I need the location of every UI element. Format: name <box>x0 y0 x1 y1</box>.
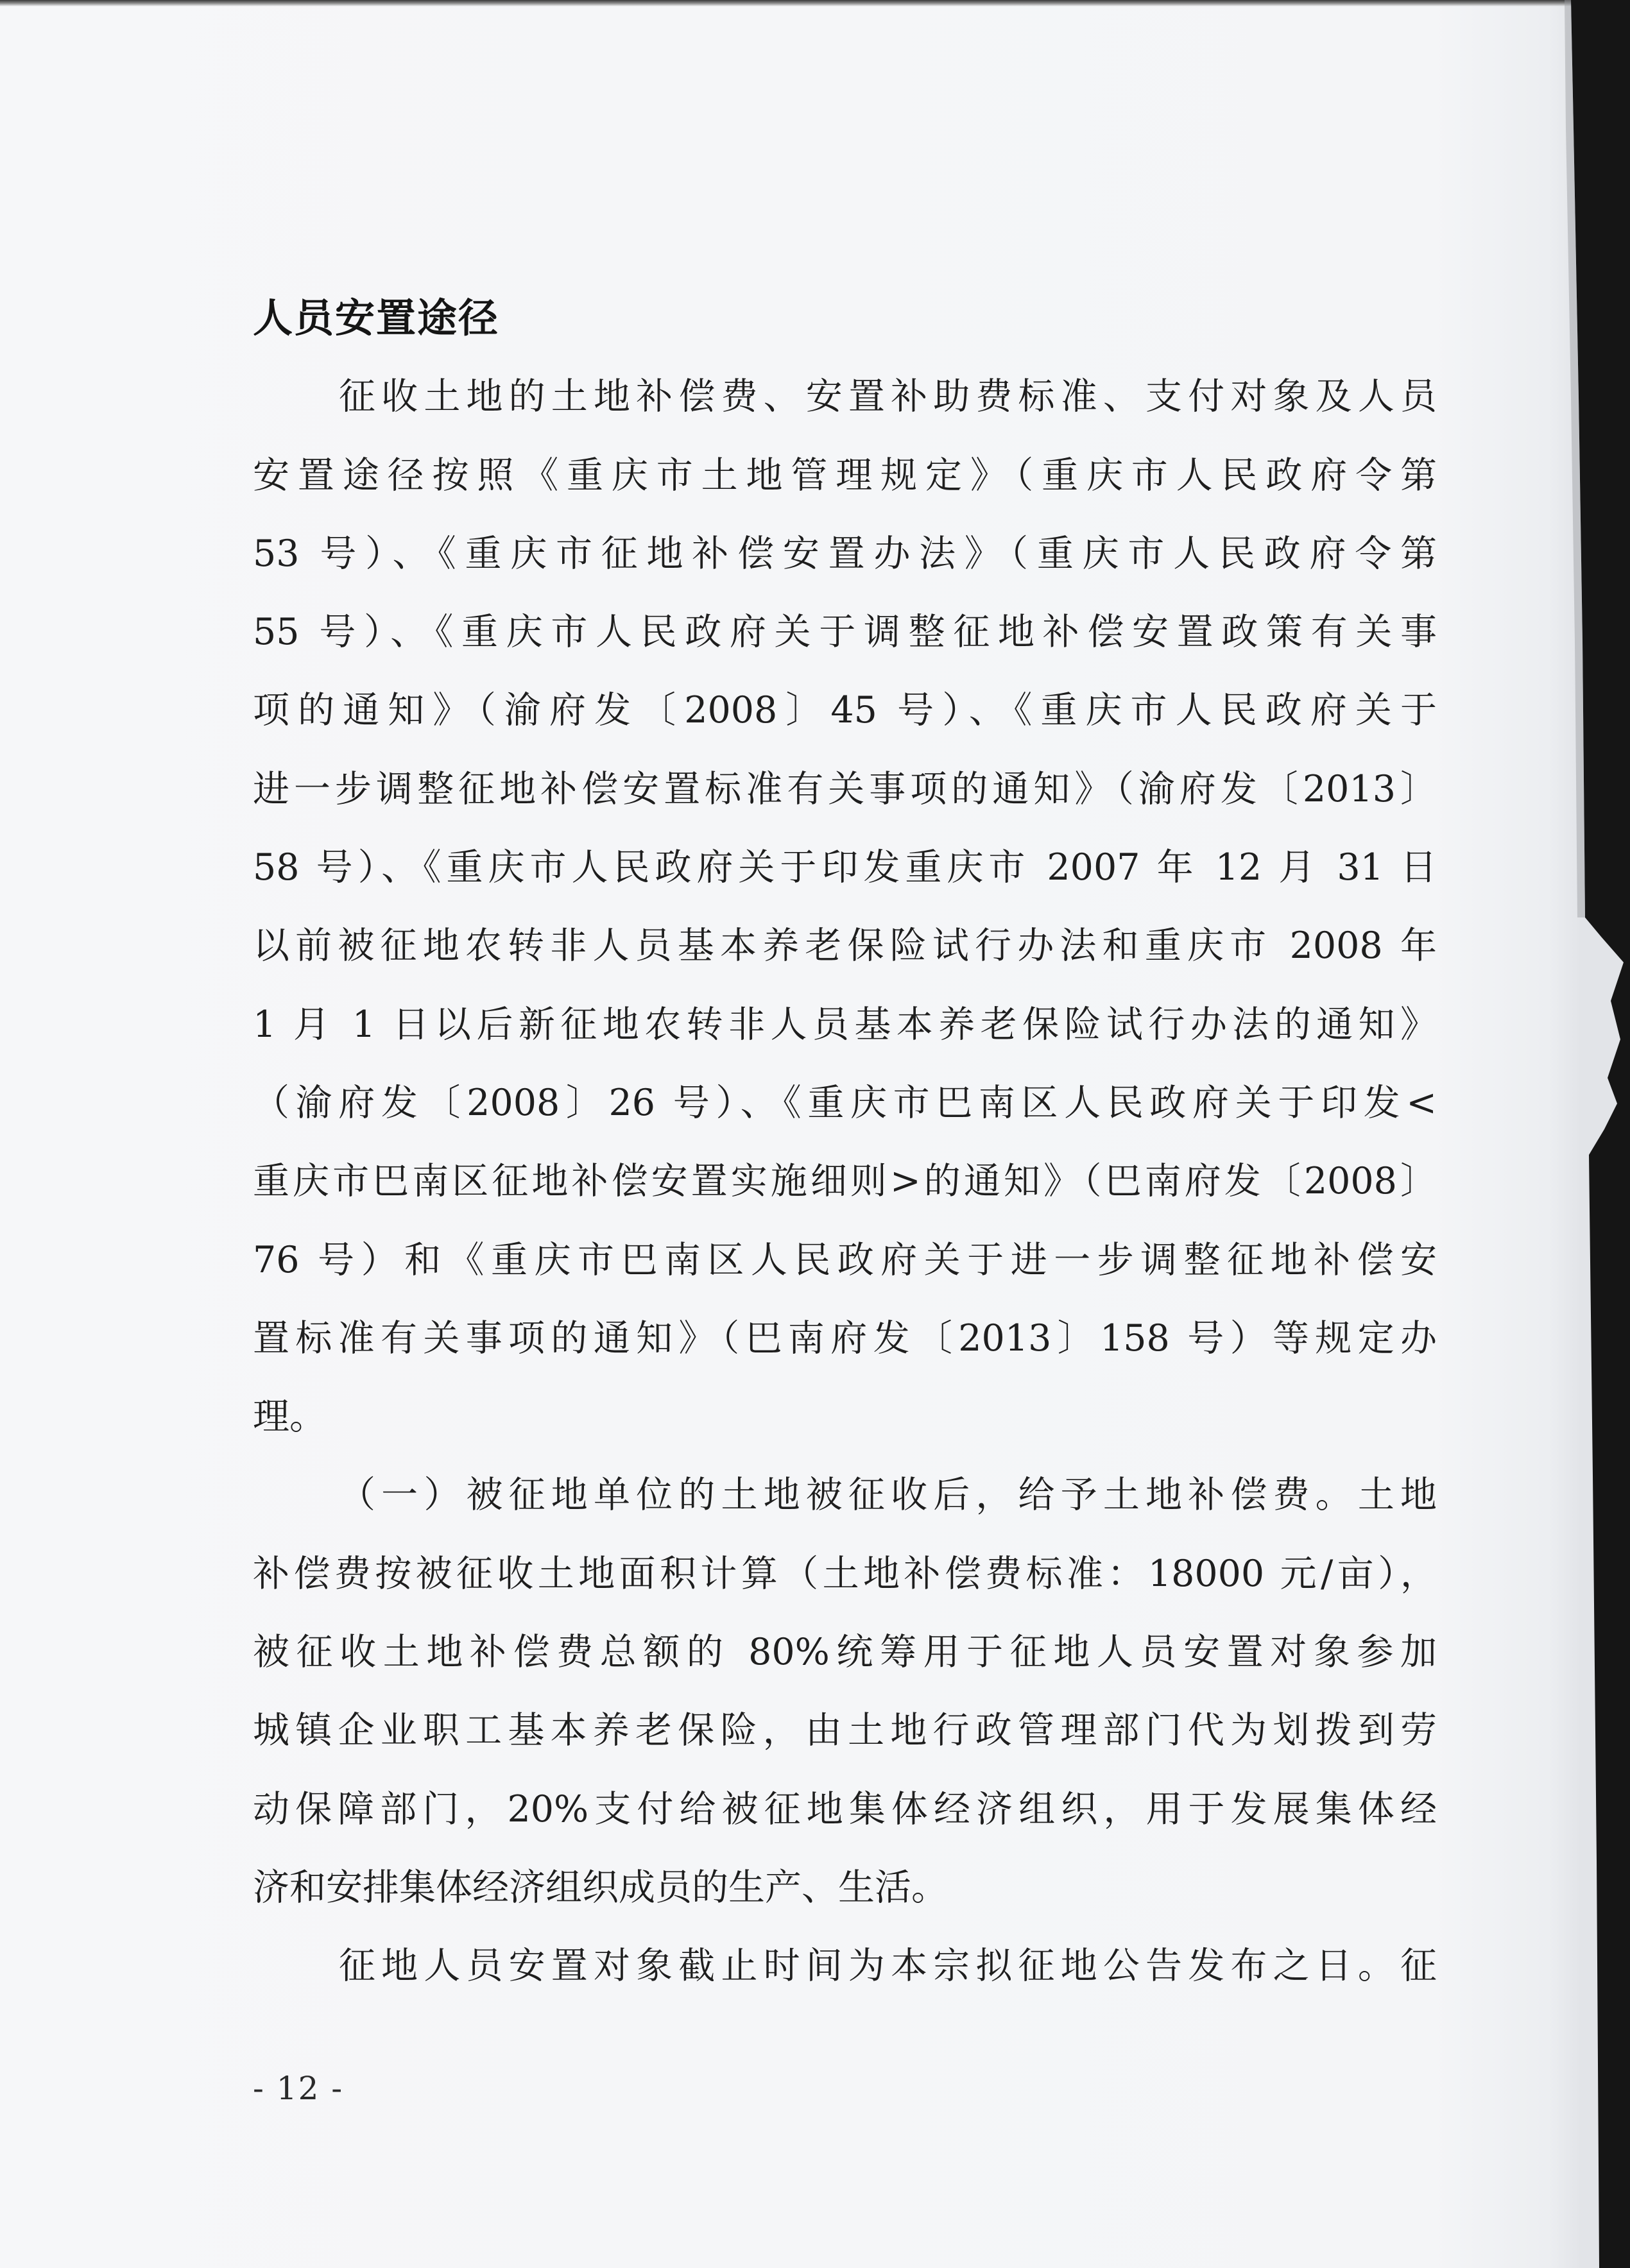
text-line: 理。 <box>253 1395 326 1438</box>
text-line: （渝府发〔2008〕26 号）、《重庆市巴南区人民政府关于印发< <box>253 1081 1437 1124</box>
text-line: 重庆市巴南区征地补偿安置实施细则>的通知》（巴南府发〔2008〕 <box>253 1160 1437 1203</box>
text-line: 补偿费按被征收土地面积计算（土地补偿费标准：18000 元/亩）， <box>253 1552 1437 1595</box>
text-line: 76 号）和《重庆市巴南区人民政府关于进一步调整征地补偿安 <box>253 1238 1437 1281</box>
text-line: 征地人员安置对象截止时间为本宗拟征地公告发布之日。征 <box>339 1945 1437 1988</box>
text-line: 城镇企业职工基本养老保险，由土地行政管理部门代为划拨到劳 <box>253 1709 1437 1752</box>
scan-border-shadow <box>1571 0 1630 2268</box>
text-line: 安置途径按照《重庆市土地管理规定》（重庆市人民政府令第 <box>253 454 1437 497</box>
text-line: 以前被征地农转非人员基本养老保险试行办法和重庆市 2008 年 <box>253 925 1437 968</box>
paper-edge-shade <box>1565 0 1585 917</box>
text-line: 1 月 1 日以后新征地农转非人员基本养老保险试行办法的通知》 <box>253 1003 1437 1046</box>
scan-top-edge <box>0 0 1630 6</box>
text-line: （一）被征地单位的土地被征收后，给予土地补偿费。土地 <box>339 1474 1437 1517</box>
text-line: 济和安排集体经济组织成员的生产、生活。 <box>253 1866 948 1909</box>
text-line: 53 号）、《重庆市征地补偿安置办法》（重庆市人民政府令第 <box>253 532 1437 575</box>
text-line: 被征收土地补偿费总额的 80%统筹用于征地人员安置对象参加 <box>253 1631 1437 1674</box>
text-line: 项的通知》（渝府发〔2008〕45 号）、《重庆市人民政府关于 <box>253 689 1437 732</box>
paragraph-2 <box>253 1456 1437 1927</box>
text-line: 置标准有关事项的通知》（巴南府发〔2013〕158 号）等规定办 <box>253 1317 1437 1360</box>
section-heading: 人员安置途径 <box>253 294 500 341</box>
text-line: 进一步调整征地补偿安置标准有关事项的通知》（渝府发〔2013〕 <box>253 767 1437 810</box>
text-line: 55 号）、《重庆市人民政府关于调整征地补偿安置政策有关事 <box>253 611 1437 654</box>
document-body <box>253 279 1437 2006</box>
text-line: 动保障部门，20%支付给被征地集体经济组织，用于发展集体经 <box>253 1787 1437 1830</box>
page-number: - 12 - <box>253 2070 344 2107</box>
paragraph-3 <box>253 1927 1437 2005</box>
text-line: 58 号）、《重庆市人民政府关于印发重庆市 2007 年 12 月 31 日 <box>253 846 1437 889</box>
paragraph-1 <box>253 357 1437 1456</box>
text-line: 征收土地的土地补偿费、安置补助费标准、支付对象及人员 <box>339 375 1437 418</box>
